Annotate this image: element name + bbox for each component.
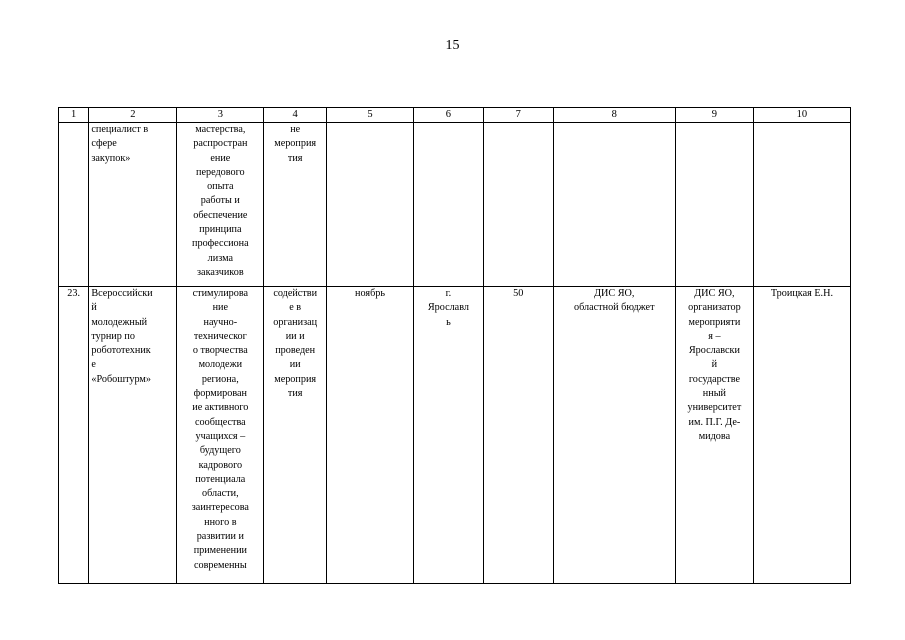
role-cell <box>264 123 327 287</box>
event-name-cell <box>89 123 177 287</box>
cell-line: закупок» <box>91 152 131 164</box>
organizer-cell <box>675 287 753 584</box>
cell-line: е <box>91 359 96 371</box>
date-cell <box>327 123 414 287</box>
cell-line: я – <box>708 330 721 342</box>
cell-line: сфере <box>91 138 117 150</box>
cell-line: распростран <box>193 138 248 150</box>
cell-line: передового <box>196 166 245 178</box>
cell-line: й <box>91 302 97 314</box>
cell-line: специалист в <box>91 124 149 135</box>
place-cell <box>414 123 484 287</box>
column-header: 6 <box>414 108 484 123</box>
cell-line: проведен <box>275 345 316 357</box>
column-header: 7 <box>483 108 553 123</box>
cell-line: мероприяти <box>688 316 741 328</box>
cell-line: потенциала <box>195 473 246 485</box>
cell-line: «Робоштурм» <box>91 373 151 385</box>
column-header: 1 <box>59 108 89 123</box>
cell-line: стимулирова <box>192 288 249 299</box>
cell-line: ие активного <box>192 402 249 414</box>
event-name-cell <box>89 287 177 584</box>
column-header: 3 <box>177 108 264 123</box>
cell-line: областной бюджет <box>574 302 655 314</box>
cell-line: им. П.Г. Де- <box>688 416 741 428</box>
row-number-cell <box>59 123 89 287</box>
cell-line: ии <box>289 359 301 371</box>
cell-line: ии и <box>285 330 305 342</box>
table-row <box>59 123 851 287</box>
column-header: 4 <box>264 108 327 123</box>
cell-line: организатор <box>688 302 741 314</box>
cell-line: Ярославл <box>427 302 469 314</box>
responsible-cell: Троицкая Е.Н. <box>753 287 850 584</box>
row-number-cell: 23. <box>59 287 89 584</box>
funding-cell <box>553 123 675 287</box>
page-number: 15 <box>445 38 460 53</box>
participants-cell <box>483 123 553 287</box>
cell-line: г. <box>445 288 452 299</box>
cell-line: Всероссийски <box>91 288 153 299</box>
cell-line: техническог <box>193 330 247 342</box>
cell-line: государстве <box>688 373 740 385</box>
cell-line: мастерства, <box>195 124 246 135</box>
cell-line: Ярославски <box>688 345 740 357</box>
cell-line: ение <box>210 152 231 164</box>
cell-line: нного в <box>204 516 237 528</box>
cell-line: современны <box>193 559 247 571</box>
cell-line: развитии и <box>196 531 244 543</box>
cell-line: тия <box>287 388 303 400</box>
cell-line: ДИС ЯО, <box>594 288 635 299</box>
cell-line: й <box>711 359 718 371</box>
cell-line: организац <box>273 316 318 328</box>
cell-line: кадрового <box>198 459 243 471</box>
cell-line: мероприя <box>274 138 317 150</box>
cell-line: молодежи <box>198 359 243 371</box>
goal-cell <box>177 287 264 584</box>
column-header: 9 <box>675 108 753 123</box>
date-cell: ноябрь <box>327 287 414 584</box>
column-header: 5 <box>327 108 414 123</box>
cell-line: научно- <box>203 316 238 328</box>
cell-line: о творчества <box>192 345 248 357</box>
cell-line: нный <box>702 388 726 400</box>
cell-line: будущего <box>199 445 241 457</box>
cell-line: турнир по <box>91 330 135 342</box>
cell-line: заказчиков <box>197 266 244 278</box>
cell-line: принципа <box>199 224 242 236</box>
cell-line: е в <box>289 302 302 314</box>
cell-line: лизма <box>207 252 233 264</box>
cell-line: мидова <box>698 430 731 442</box>
cell-line: содействи <box>273 288 318 299</box>
cell-line: ДИС ЯО, <box>694 288 735 299</box>
responsible-cell <box>753 123 850 287</box>
cell-line: не <box>290 124 301 135</box>
cell-line: обеспечение <box>193 209 248 221</box>
role-cell <box>264 287 327 584</box>
cell-line: опыта <box>207 181 234 193</box>
cell-line: учащихся – <box>195 430 246 442</box>
column-header: 8 <box>553 108 675 123</box>
cell-line: ние <box>212 302 229 314</box>
organizer-cell <box>675 123 753 287</box>
column-header: 2 <box>89 108 177 123</box>
cell-line: заинтересова <box>191 502 249 514</box>
table-row <box>59 287 851 584</box>
cell-line: профессиона <box>192 238 249 250</box>
cell-line: университет <box>687 402 742 414</box>
cell-line: региона, <box>201 373 239 385</box>
participants-cell: 50 <box>483 287 553 584</box>
funding-cell <box>553 287 675 584</box>
cell-line: тия <box>287 152 303 164</box>
cell-line: формирован <box>193 388 248 400</box>
place-cell <box>414 287 484 584</box>
events-table <box>58 107 851 584</box>
cell-line: мероприя <box>274 373 317 385</box>
cell-line: ь <box>446 316 451 328</box>
column-header: 10 <box>753 108 850 123</box>
cell-line: области, <box>202 488 239 500</box>
cell-line: работы и <box>200 195 240 207</box>
cell-line: робототехник <box>91 345 151 357</box>
table-header-row <box>59 108 851 123</box>
cell-line: применении <box>193 545 247 557</box>
goal-cell <box>177 123 264 287</box>
cell-line: молодежный <box>91 316 148 328</box>
cell-line: сообщества <box>194 416 246 428</box>
